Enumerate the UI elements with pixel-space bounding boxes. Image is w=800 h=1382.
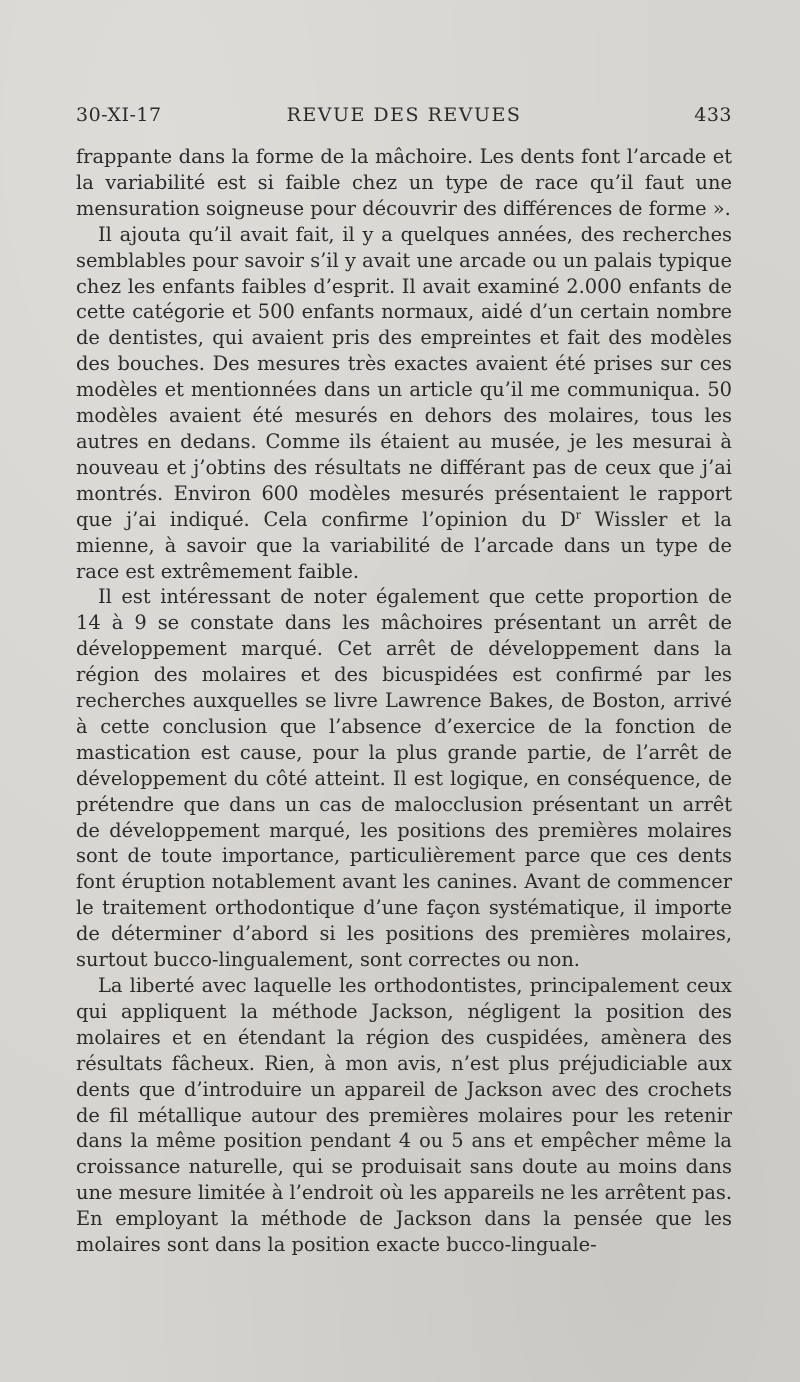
header-date: 30-XI-17 [76, 104, 162, 126]
journal-title: REVUE DES REVUES [286, 104, 522, 126]
paragraph-2 [76, 222, 732, 585]
paragraph-2-text-end: Wissler et la mienne, à savoir que la variabilité de l’arcade dans un type de race est extrêmement faible. [76, 507, 732, 583]
running-head [76, 104, 732, 130]
page-number: 433 [694, 104, 732, 126]
paragraph-3: Il est intéressant de noter également que cette proportion de 14 à 9 se constate dans les mâchoires présentant un arrêt de développement marqué. Cet arrêt de développement dans la région des molaires et des bicuspidées est confirmé par les recherches auxquelles se livre Lawrence Bakes, de Boston, arrivé à cette conclusion que l’absence d’exercice de la fonction de mastication est cause, pour la plus grande partie, de l’arrêt de développement du côté atteint. Il est logique, en conséquence, de prétendre que dans un cas de malocclusion présentant un arrêt de développement marqué, les positions des premières molaires sont de toute importance, particulièrement parce que ces dents font éruption notablement avant les canines. Avant de commencer le traitement orthodontique d’une façon systématique, il importe de déterminer d’abord si les positions des premières molaires, surtout bucco-lingualement, sont correctes ou non. [76, 585, 732, 972]
doctor-superscript: r [575, 508, 581, 522]
paragraph-2-text: Il ajouta qu’il avait fait, il y a quelques années, des recherches semblables pour savoir s’il y avait une arcade ou un palais typique chez les enfants faibles d’esprit. Il avait examiné 2.000 enfants de cette catégorie et 500 enfants normaux, aidé d’un certain nombre de dentistes, qui avaient pris des empreintes et fait des modèles des bouches. Des mesures très exactes avaient été prises sur ces modèles et mentionnées dans un article qu’il me communiqua. 50 modèles avaient été mesurés en dehors des molaires, tous les autres en dedans. Comme ils étaient au musée, je les mesurai à nouveau et j’obtins des résultats ne différant pas de ceux que j’ai montrés. Environ 600 modèles mesurés présentaient le rapport que j’ai indiqué. Cela confirme l’opinion du D [76, 222, 732, 531]
paragraph-4: La liberté avec laquelle les orthodontistes, principalement ceux qui appliquent la méthode Jackson, négligent la position des molaires et en étendant la région des cuspidées, amènera des résultats fâcheux. Rien, à mon avis, n’est plus préjudiciable aux dents que d’introduire un appareil de Jackson avec des crochets de fil métallique autour des premières molaires pour les retenir dans la même position pendant 4 ou 5 ans et empêcher même la croissance naturelle, qui se produisait sans doute au moins dans une mesure limitée à l’endroit où les appareils ne les arrêtent pas. En employant la méthode de Jackson dans la pensée que les molaires sont dans la position exacte bucco-linguale- [76, 974, 732, 1257]
paragraph-1: frappante dans la forme de la mâchoire. Les dents font l’arcade et la variabilité est si faible chez un type de race qu’il faut une mensuration soigneuse pour découvrir des différences de forme ». [76, 145, 732, 220]
article-body [76, 144, 732, 1258]
